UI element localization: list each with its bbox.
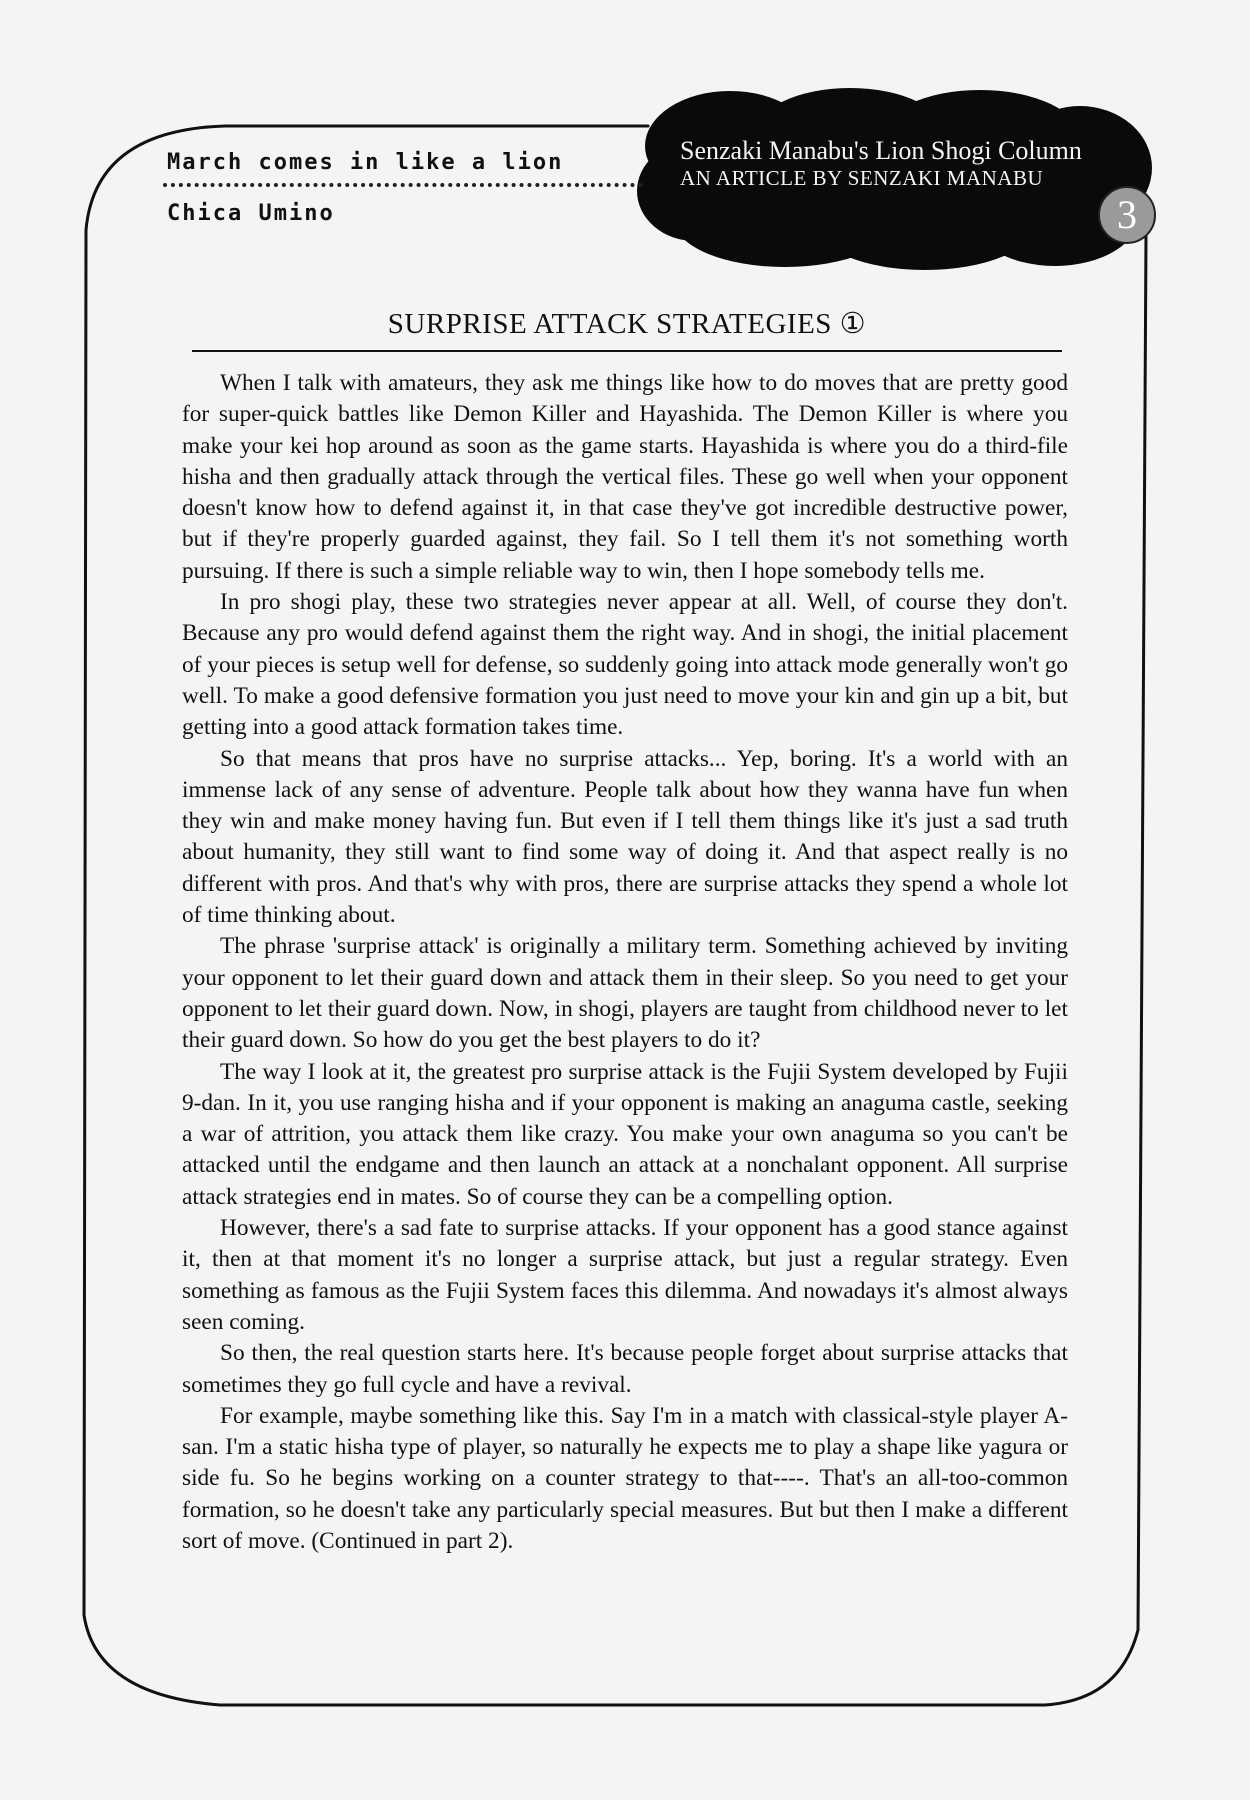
dotted-divider (163, 183, 643, 187)
article-paragraph: When I talk with amateurs, they ask me things like how to do moves that are pretty good for super-quick battles like Demon Killer and Hayashida. The Demon Killer is where you make your kei hop around as soon as the game starts. Hayashida is where you do a third-file hisha and then gradually attack through the vertical files. These go well when your opponent doesn't know how to defend against it, in that case they've got incredible destructive power, but if they're properly guarded against, they fail. So I tell them it's not something worth pursuing. If there is such a simple reliable way to win, then I hope somebody tells me. (182, 370, 1068, 584)
article-paragraph: So then, the real question starts here. It's because people forget about surprise attacks that sometimes they go full cycle and have a revival. (182, 1340, 1068, 1398)
heading-underline (192, 350, 1062, 352)
article-paragraph: However, there's a sad fate to surprise attacks. If your opponent has a good stance against it, then at that moment it's no longer a surprise attack, but just a regular strategy. Even something as famous as the Fujii System faces this dilemma. And nowadays it's almost always seen coming. (182, 1215, 1068, 1335)
series-info (163, 150, 643, 226)
series-author: Chica Umino (167, 201, 335, 226)
article-body (182, 368, 1068, 1557)
article-paragraph: So that means that pros have no surprise attacks... Yep, boring. It's a world with an immense lack of any sense of adventure. People talk about how they wanna have fun when they win and make money having fun. But even if I tell them things like it's just a sad truth about humanity, they still want to find some way of doing it. And that aspect really is no different with pros. And that's why with pros, there are surprise attacks they spend a whole lot of time thinking about. (182, 745, 1068, 929)
article-paragraph: The way I look at it, the greatest pro surprise attack is the Fujii System developed by Fujii 9-dan. In it, you use ranging hisha and if your opponent is making an anaguma castle, seeking a war of attrition, you attack them like crazy. You make your own anaguma so you can't be attacked until the endgame and then launch an attack at a nonchalant opponent. All surprise attack strategies end in mates. So of course they can be a compelling option. (182, 1058, 1068, 1210)
article-heading: SURPRISE ATTACK STRATEGIES ① (387, 308, 867, 340)
column-header (680, 135, 1130, 191)
article-paragraph: For example, maybe something like this. Say I'm in a match with classical-style player A-san. I'm a static hisha type of player, so naturally he expects me to play a shape like yagura or side fu. So he begins working on a counter strategy to that----. That's an all-too-common formation, so he doesn't take any particularly special measures. But but then I make a different sort of move. (Continued in part 2). (182, 1402, 1068, 1554)
column-title: Senzaki Manabu's Lion Shogi Column (680, 136, 1082, 165)
article-paragraph: The phrase 'surprise attack' is originally a military term. Something achieved by inviting your opponent to let their guard down and attack them in their sleep. So you need to get your opponent to let their guard down. Now, in shogi, players are taught from childhood never to let their guard down. So how do you get the best players to do it? (182, 933, 1068, 1054)
series-title: March comes in like a lion (167, 150, 564, 175)
column-subtitle: AN ARTICLE BY SENZAKI MANABU (680, 166, 1044, 191)
article-paragraph: In pro shogi play, these two strategies never appear at all. Well, of course they don't. Because any pro would defend against them the right way. And in shogi, the initial placement of your pieces is setup well for defense, so suddenly going into attack mode generally won't go well. To make a good defensive formation you just need to move your kin and gin up a bit, but getting into a good attack formation takes time. (182, 589, 1068, 741)
column-number-badge: 3 (1098, 186, 1156, 244)
